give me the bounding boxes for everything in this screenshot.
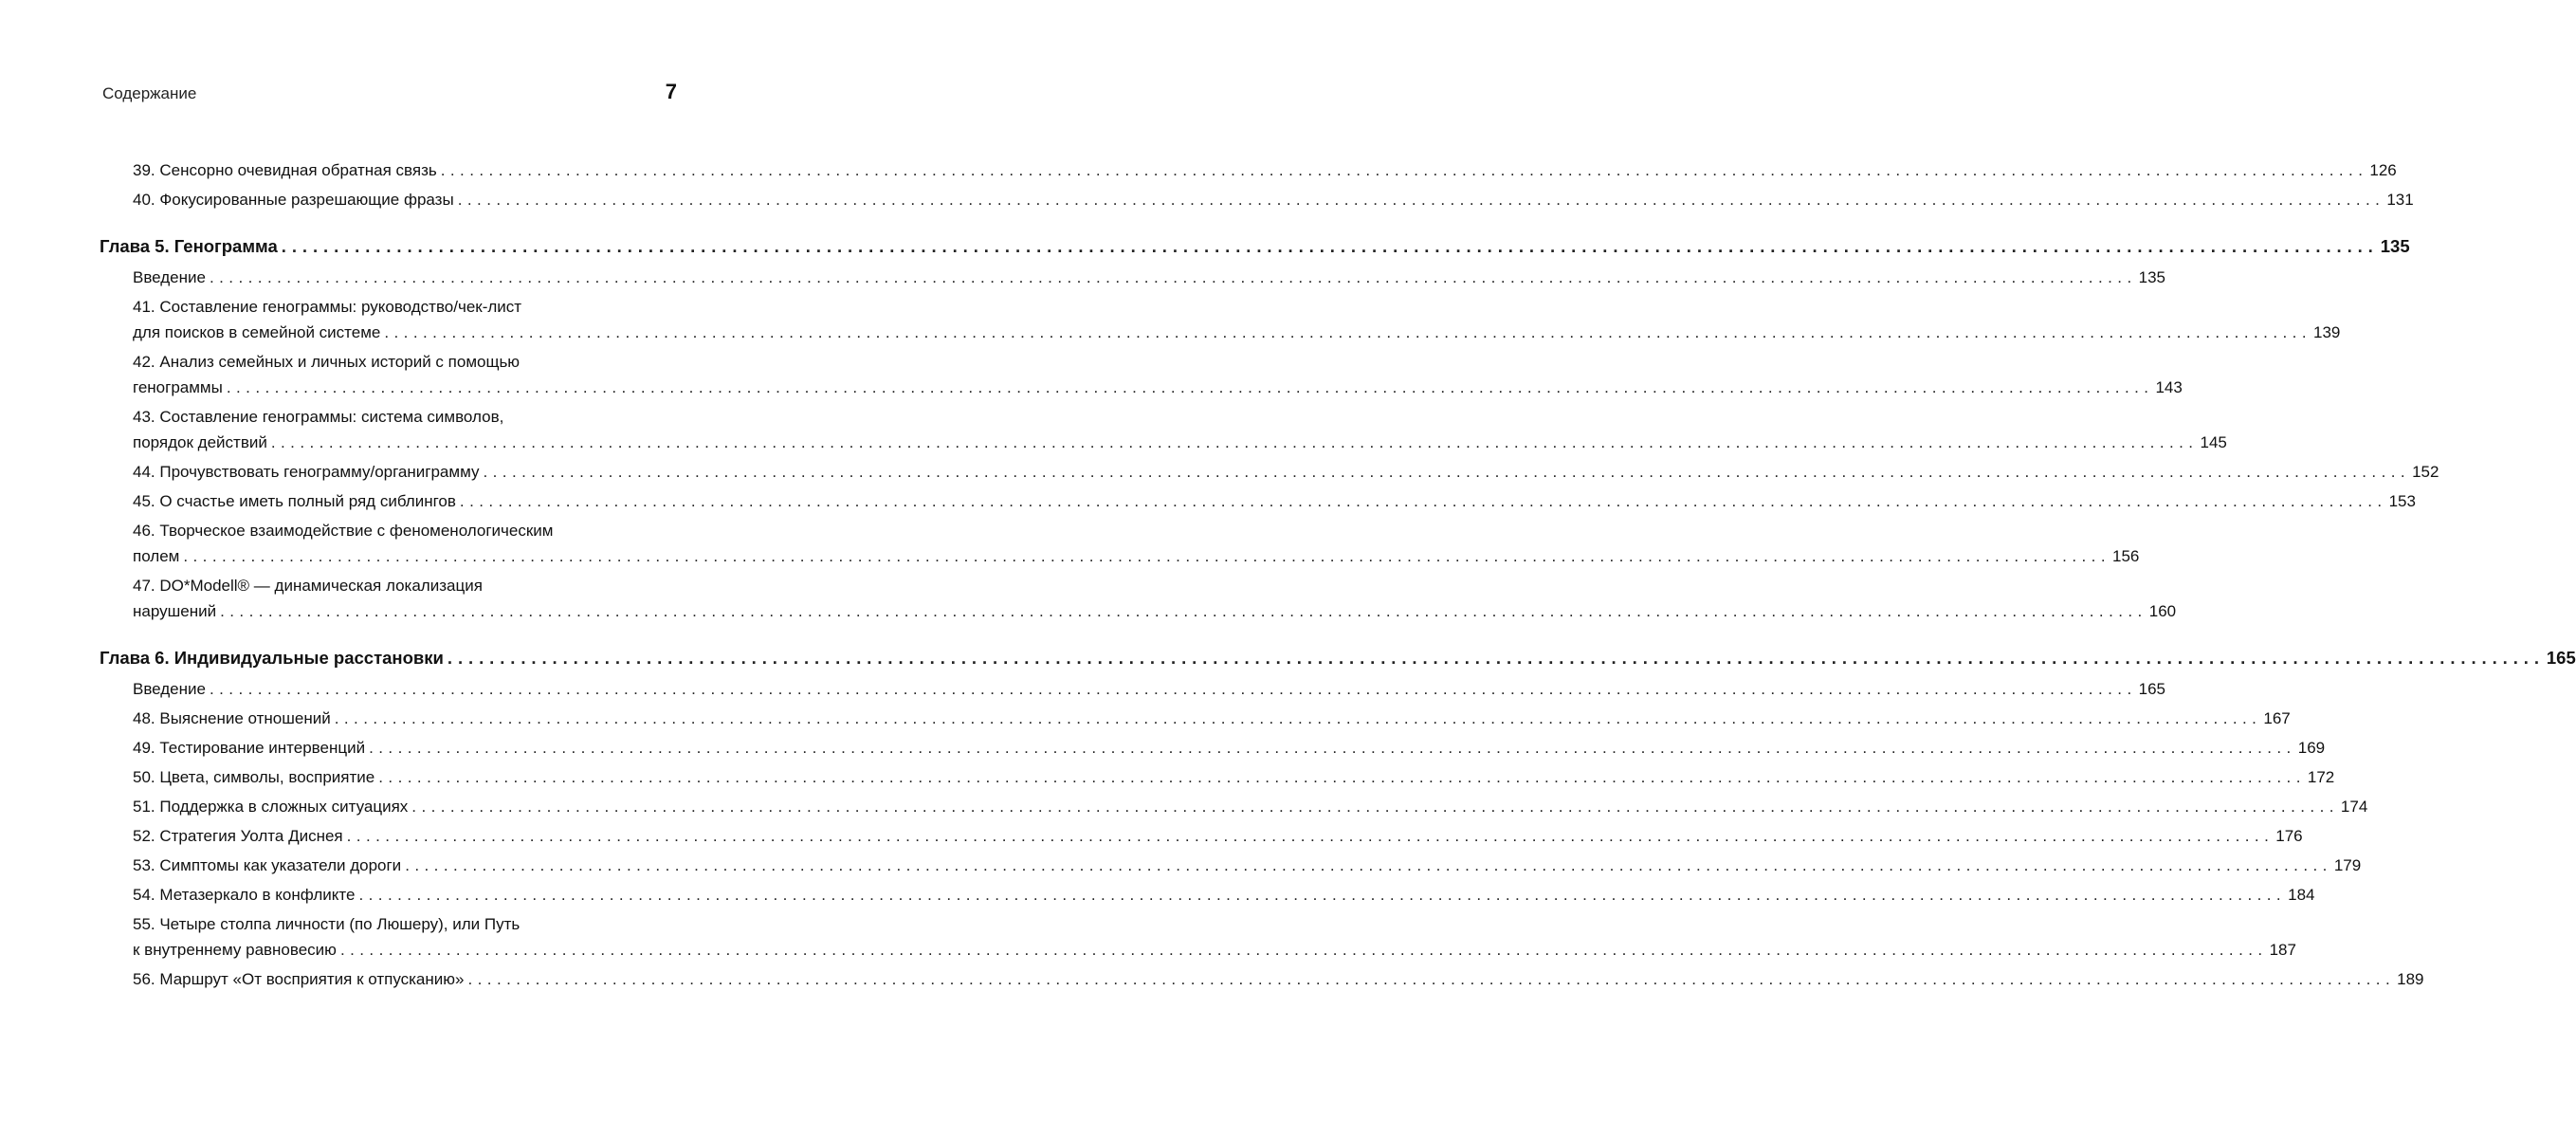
toc-entry[interactable] <box>133 349 2183 400</box>
running-header <box>102 80 677 104</box>
toc-page-number: 179 <box>2333 856 2362 874</box>
toc-page-number: 153 <box>2388 492 2416 510</box>
dot-leader: ........................................................................................................................................................................................................ <box>339 941 2268 959</box>
toc-entry-title: 39. Сенсорно очевидная обратная связь <box>133 161 437 179</box>
toc-entry[interactable] <box>133 853 2362 878</box>
toc-entry-title: 49. Тестирование интервенций <box>133 739 366 757</box>
toc-entry-title: 53. Симптомы как указатели дороги <box>133 856 402 874</box>
dot-leader: ........................................................................................................................................................................................................ <box>459 492 2387 510</box>
toc-entry-title: Введение <box>133 680 206 698</box>
dot-leader: ........................................................................................................................................................................................................ <box>270 433 2199 451</box>
toc-entry-title: 51. Поддержка в сложных ситуациях <box>133 798 409 816</box>
dot-leader: ........................................................................................................................................................................................................ <box>467 970 2396 988</box>
toc-page-number: 135 <box>2380 236 2410 256</box>
toc-entry-title: полем <box>133 547 180 565</box>
dot-leader: ........................................................................................................................................................................................................ <box>183 547 2110 565</box>
toc-page-number: 165 <box>2138 680 2165 698</box>
toc-entry-title: 50. Цвета, символы, восприятие <box>133 768 375 786</box>
page-number: 7 <box>665 80 677 103</box>
dot-leader: ........................................................................................................................................................................................................ <box>483 463 2411 481</box>
toc-page-number: 143 <box>2155 378 2183 396</box>
toc-entry-title: 44. Прочувствовать генограмму/органиграмму <box>133 463 480 481</box>
table-of-contents <box>0 157 2576 996</box>
toc-chapter-entry[interactable] <box>100 645 2576 670</box>
dot-leader: ........................................................................................................................................................................................................ <box>209 680 2137 698</box>
toc-page-number: 152 <box>2412 463 2439 481</box>
toc-entry-title: порядок действий <box>133 433 267 451</box>
toc-entry[interactable] <box>133 794 2368 819</box>
toc-entry-title: Введение <box>133 268 206 286</box>
toc-entry-title: 48. Выяснение отношений <box>133 709 331 727</box>
toc-entry-title: 56. Маршрут «От восприятия к отпусканию» <box>133 970 465 988</box>
toc-entry[interactable] <box>133 459 2439 485</box>
toc-entry-title-line: 43. Составление генограммы: система символов, <box>133 408 504 426</box>
toc-entry[interactable] <box>133 706 2291 731</box>
dot-leader: ........................................................................................................................................................................................................ <box>384 323 2311 341</box>
toc-entry-title: 40. Фокусированные разрешающие фразы <box>133 191 454 209</box>
toc-page-number: 167 <box>2263 709 2291 727</box>
dot-leader: ........................................................................................................................................................................................................ <box>226 378 2154 396</box>
toc-page-number: 160 <box>2148 602 2177 620</box>
toc-entry[interactable] <box>133 882 2315 908</box>
toc-entry[interactable] <box>133 265 2165 290</box>
toc-entry-title: 45. О счастье иметь полный ряд сиблингов <box>133 492 456 510</box>
toc-entry[interactable] <box>133 518 2140 569</box>
toc-entry-title-line: 55. Четыре столпа личности (по Люшеру), или Путь <box>133 915 521 933</box>
toc-entry[interactable] <box>133 404 2227 455</box>
toc-entry-title-line: 41. Составление генограммы: руководство/чек-лист <box>133 298 522 316</box>
dot-leader: ........................................................................................................................................................................................................ <box>334 709 2262 727</box>
toc-entry[interactable] <box>133 676 2165 702</box>
toc-entry[interactable] <box>133 911 2296 963</box>
dot-leader: ........................................................................................................................................................................................................ <box>411 798 2339 816</box>
toc-entry[interactable] <box>133 294 2341 345</box>
toc-entry[interactable] <box>133 764 2335 790</box>
toc-entry-title-line: 46. Творческое взаимодействие с феноменологическим <box>133 522 554 540</box>
toc-page-number: 174 <box>2340 798 2368 816</box>
toc-entry[interactable] <box>133 488 2416 514</box>
toc-entry-title-line: 42. Анализ семейных и личных историй с помощью <box>133 353 521 371</box>
dot-leader: ........................................................................................................................................................................................................ <box>281 236 2379 256</box>
header-title: Содержание <box>102 84 197 102</box>
toc-entry-title: 54. Метазеркало в конфликте <box>133 886 356 904</box>
dot-leader: ........................................................................................................................................................................................................ <box>369 739 2296 757</box>
dot-leader: ........................................................................................................................................................................................................ <box>378 768 2306 786</box>
toc-page-number: 189 <box>2397 970 2424 988</box>
dot-leader: ........................................................................................................................................................................................................ <box>440 161 2368 179</box>
dot-leader: ........................................................................................................................................................................................................ <box>346 827 2275 845</box>
toc-entry[interactable] <box>133 157 2397 183</box>
toc-entry[interactable] <box>133 823 2303 849</box>
toc-page-number: 165 <box>2546 648 2576 668</box>
toc-page-number: 187 <box>2269 941 2296 959</box>
toc-page-number: 131 <box>2386 191 2414 209</box>
toc-page-number: 156 <box>2112 547 2140 565</box>
toc-entry-title: Глава 6. Индивидуальные расстановки <box>100 648 444 668</box>
toc-entry-title-line: 47. DO*Modell® — динамическая локализация <box>133 577 483 595</box>
toc-entry-title: к внутреннему равновесию <box>133 941 337 959</box>
toc-entry[interactable] <box>133 735 2326 761</box>
toc-page-number: 145 <box>2200 433 2227 451</box>
toc-entry-title: генограммы <box>133 378 223 396</box>
toc-entry-title: для поисков в семейной системе <box>133 323 381 341</box>
toc-entry-title: 52. Стратегия Уолта Диснея <box>133 827 343 845</box>
toc-chapter-entry[interactable] <box>100 233 2410 259</box>
toc-entry[interactable] <box>133 187 2414 212</box>
dot-leader: ........................................................................................................................................................................................................ <box>209 268 2137 286</box>
toc-entry-title: нарушений <box>133 602 217 620</box>
toc-entry[interactable] <box>133 966 2424 992</box>
toc-page-number: 139 <box>2313 323 2341 341</box>
toc-entry[interactable] <box>133 573 2177 624</box>
toc-page-number: 172 <box>2307 768 2335 786</box>
dot-leader: ........................................................................................................................................................................................................ <box>405 856 2332 874</box>
toc-page-number: 135 <box>2138 268 2165 286</box>
dot-leader: ........................................................................................................................................................................................................ <box>220 602 2147 620</box>
toc-page-number: 169 <box>2297 739 2326 757</box>
dot-leader: ........................................................................................................................................................................................................ <box>447 648 2545 668</box>
dot-leader: ........................................................................................................................................................................................................ <box>457 191 2385 209</box>
toc-page-number: 184 <box>2288 886 2315 904</box>
toc-entry-title: Глава 5. Генограмма <box>100 236 278 256</box>
toc-page-number: 176 <box>2275 827 2303 845</box>
toc-page-number: 126 <box>2369 161 2397 179</box>
dot-leader: ........................................................................................................................................................................................................ <box>358 886 2287 904</box>
